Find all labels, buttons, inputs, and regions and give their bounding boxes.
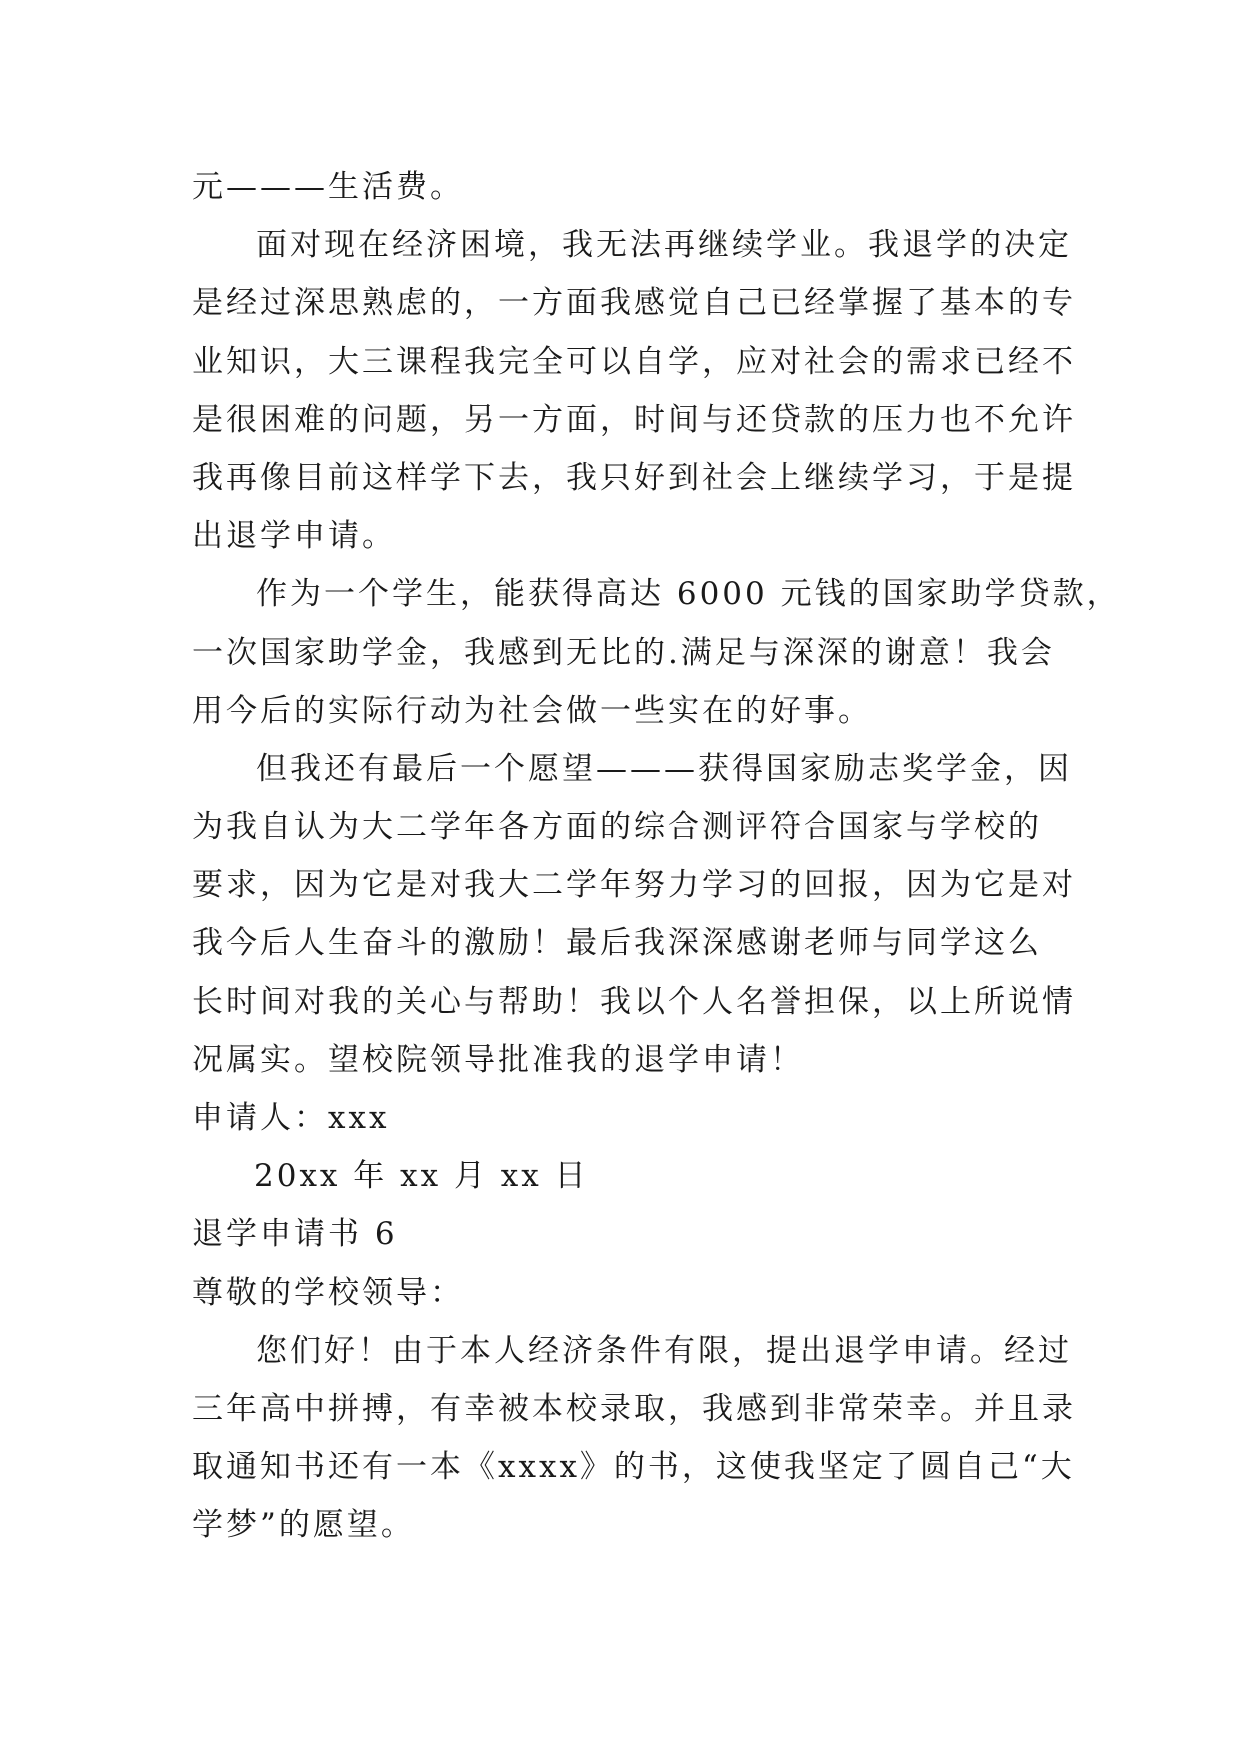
section-title: 退学申请书 6 — [192, 1216, 398, 1253]
document-body — [192, 158, 1121, 1555]
text-line: 元———生活费。 — [192, 169, 464, 205]
text-line: 三年高中拼搏，有幸被本校录取，我感到非常荣幸。并且录 — [192, 1390, 1076, 1427]
text-line: 一次国家助学金，我感到无比的.满足与深深的谢意！我会 — [192, 634, 1055, 671]
text-line: 是很困难的问题，另一方面，时间与还贷款的压力也不允许 — [192, 401, 1076, 438]
text-line: 我今后人生奋斗的激励！最后我深深感谢老师与同学这么 — [192, 925, 1042, 962]
text-line: 长时间对我的关心与帮助！我以个人名誉担保，以上所说情 — [192, 983, 1076, 1020]
text-line: 取通知书还有一本《xxxx》的书，这使我坚定了圆自己“大 — [192, 1449, 1075, 1486]
text-line: 为我自认为大二学年各方面的综合测评符合国家与学校的 — [192, 809, 1042, 846]
text-line: 学梦”的愿望。 — [192, 1507, 415, 1544]
date-line: 20xx 年 xx 月 xx 日 — [254, 1158, 589, 1195]
text-line: 业知识，大三课程我完全可以自学，应对社会的需求已经不 — [192, 343, 1076, 380]
text-line: 出退学申请。 — [192, 518, 396, 555]
text-line: 况属实。望校院领导批准我的退学申请！ — [192, 1041, 804, 1078]
paragraph-start-line: 但我还有最后一个愿望———获得国家励志奖学金，因 — [256, 750, 1072, 787]
text-line: 我再像目前这样学下去，我只好到社会上继续学习，于是提 — [192, 459, 1076, 496]
paragraph-start-line: 作为一个学生，能获得高达 6000 元钱的国家助学贷款， — [256, 576, 1121, 613]
paragraph-start-line: 面对现在经济困境，我无法再继续学业。我退学的决定 — [256, 227, 1072, 264]
applicant-line: 申请人：xxx — [192, 1100, 390, 1136]
salutation: 尊敬的学校领导： — [192, 1274, 464, 1311]
text-line: 要求，因为它是对我大二学年努力学习的回报，因为它是对 — [192, 867, 1076, 904]
text-line: 用今后的实际行动为社会做一些实在的好事。 — [192, 692, 872, 729]
text-line: 是经过深思熟虑的，一方面我感觉自己已经掌握了基本的专 — [192, 285, 1076, 322]
paragraph-start-line: 您们好！由于本人经济条件有限，提出退学申请。经过 — [256, 1332, 1072, 1369]
